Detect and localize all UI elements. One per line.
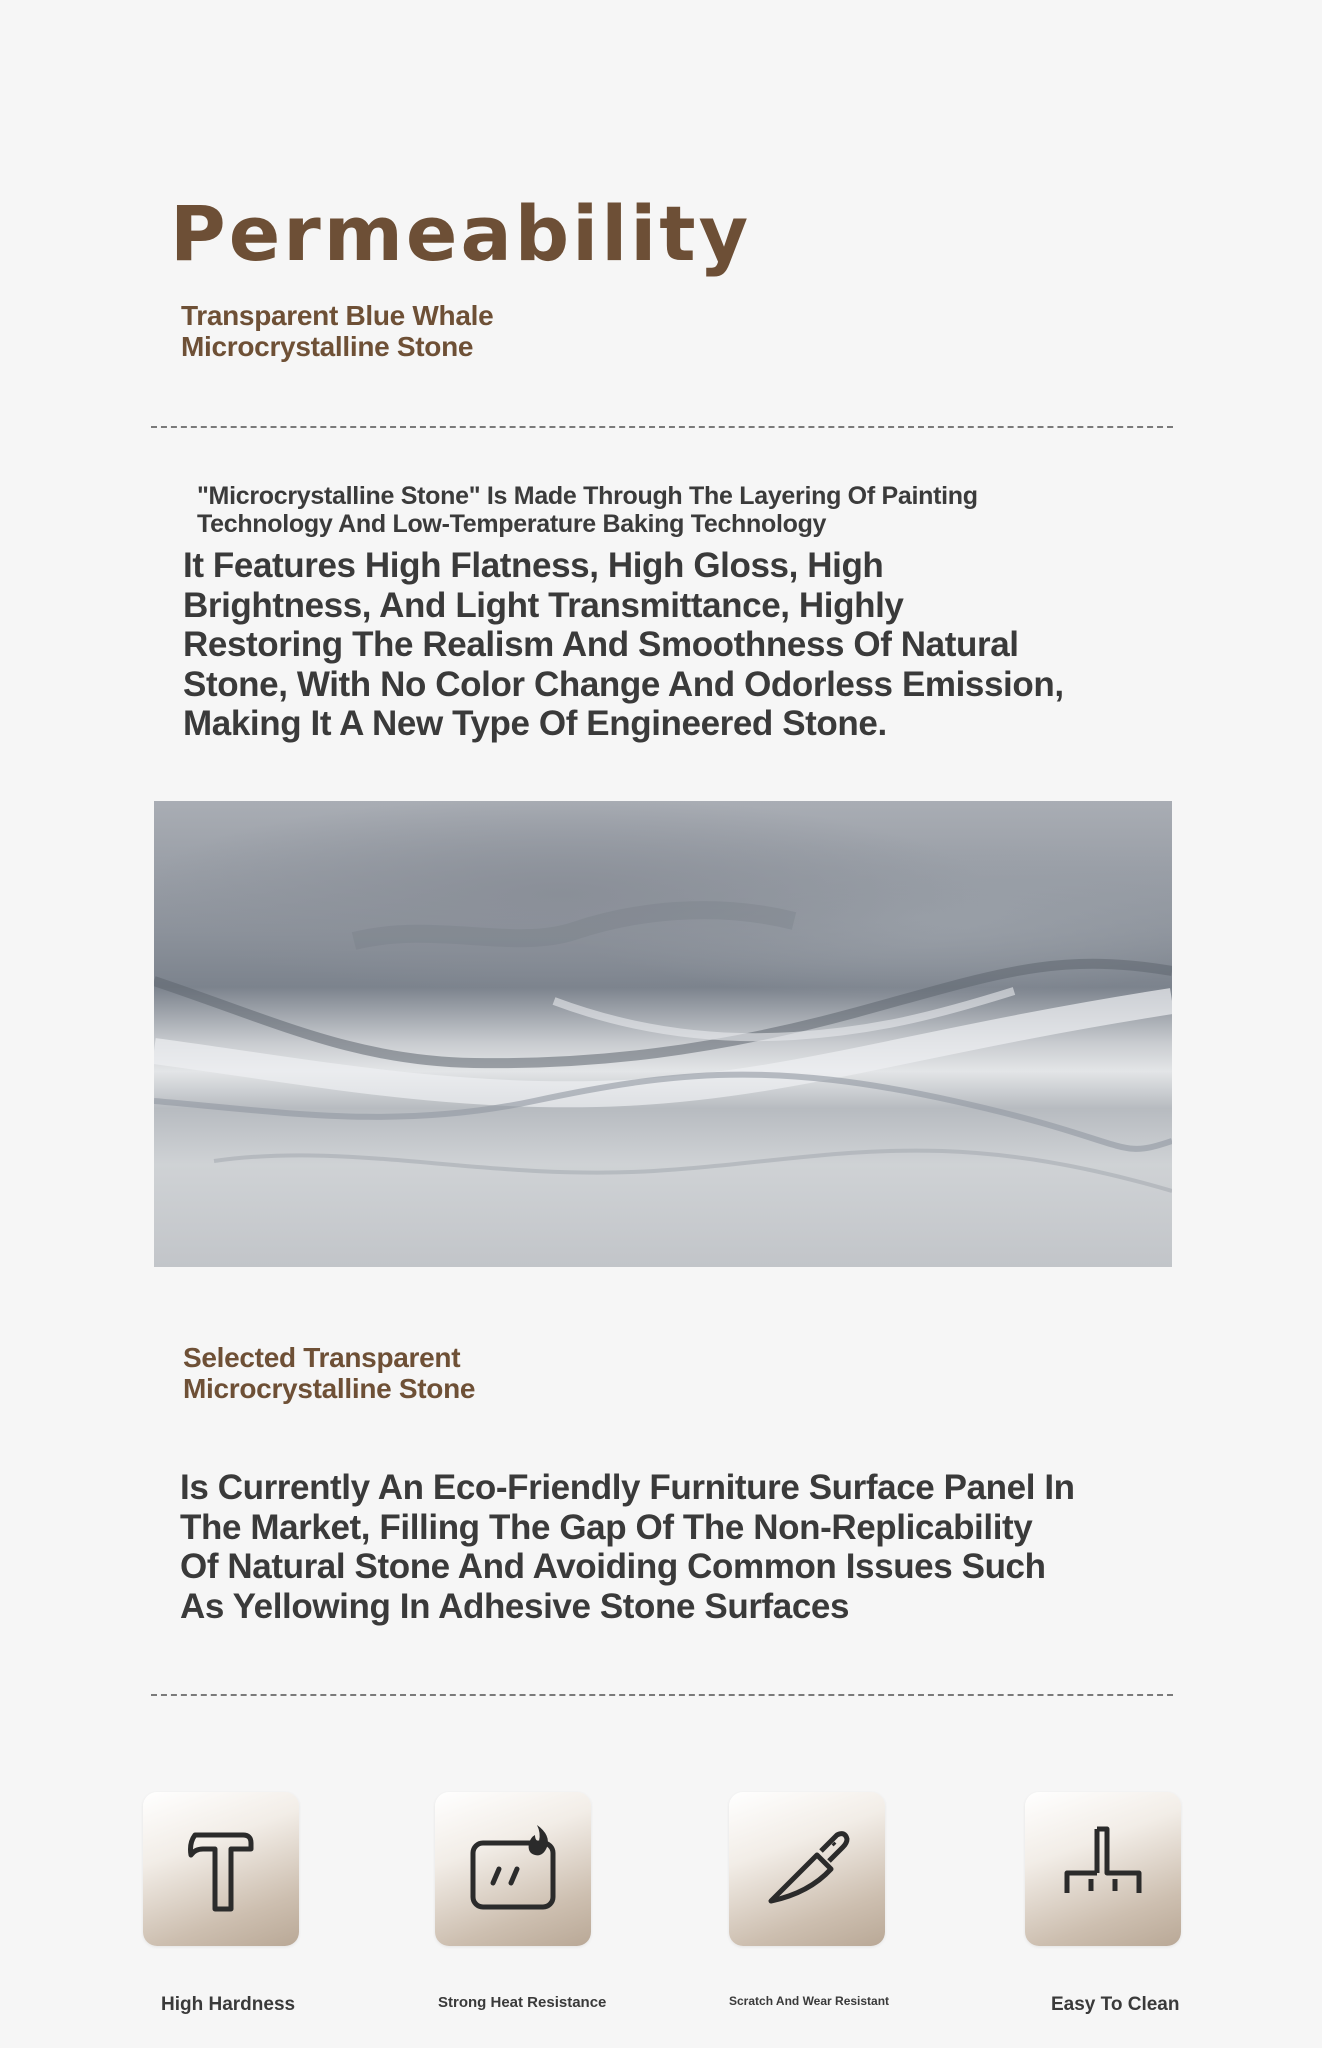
feature-tile — [435, 1792, 591, 1946]
feature-high-hardness — [143, 1792, 301, 1946]
intro-body-line: Making It A New Type Of Engineered Stone. — [183, 704, 887, 743]
section-subtitle-line: Microcrystalline Stone — [183, 1373, 476, 1404]
section-body-line: As Yellowing In Adhesive Stone Surfaces — [180, 1586, 850, 1626]
intro-body-line: Restoring The Realism And Smoothness Of Natural — [183, 625, 1019, 664]
product-subtitle-line: Microcrystalline Stone — [181, 331, 474, 362]
feature-label: Scratch And Wear Resistant — [729, 1994, 890, 2008]
heat-panel-icon — [465, 1821, 561, 1917]
feature-label: High Hardness — [161, 1994, 296, 2015]
product-subtitle-line: Transparent Blue Whale — [181, 300, 494, 331]
intro-body-text — [183, 546, 1143, 744]
feature-heat-resistance — [435, 1792, 593, 1946]
product-subtitle — [181, 300, 701, 362]
section-body-text — [180, 1468, 1140, 1626]
intro-body-line: Brightness, And Light Transmittance, Highly — [183, 585, 904, 625]
brush-icon — [1055, 1821, 1151, 1917]
stone-veins — [154, 801, 1172, 1267]
feature-scratch-resistant — [729, 1792, 887, 1946]
knife-icon — [759, 1821, 855, 1917]
intro-lead-line: Technology And Low-Temperature Baking Technology — [197, 510, 827, 538]
feature-tile — [1025, 1792, 1181, 1946]
section-subtitle — [183, 1342, 703, 1404]
feature-label: Easy To Clean — [1051, 1994, 1180, 2015]
feature-easy-to-clean — [1025, 1792, 1183, 1946]
intro-lead-text — [197, 482, 1127, 538]
dashed-divider — [151, 426, 1173, 428]
dashed-divider — [151, 1694, 1173, 1696]
feature-tile — [143, 1792, 299, 1946]
page-title: Permeability — [170, 189, 752, 278]
hammer-icon — [181, 1823, 261, 1915]
section-body-line: The Market, Filling The Gap Of The Non-Replicability — [180, 1507, 1033, 1547]
section-subtitle-line: Selected Transparent — [183, 1342, 461, 1373]
stone-texture-image — [154, 801, 1172, 1267]
intro-body-line: It Features High Flatness, High Gloss, High — [183, 546, 884, 585]
intro-lead-line: "Microcrystalline Stone" Is Made Through The Layering Of Painting — [197, 482, 978, 510]
section-body-line: Is Currently An Eco-Friendly Furniture Surface Panel In — [180, 1468, 1075, 1507]
feature-label: Strong Heat Resistance — [438, 1994, 607, 2011]
section-body-line: Of Natural Stone And Avoiding Common Issues Such — [180, 1547, 1046, 1586]
intro-body-line: Stone, With No Color Change And Odorless Emission, — [183, 664, 1064, 704]
feature-tile — [729, 1792, 885, 1946]
